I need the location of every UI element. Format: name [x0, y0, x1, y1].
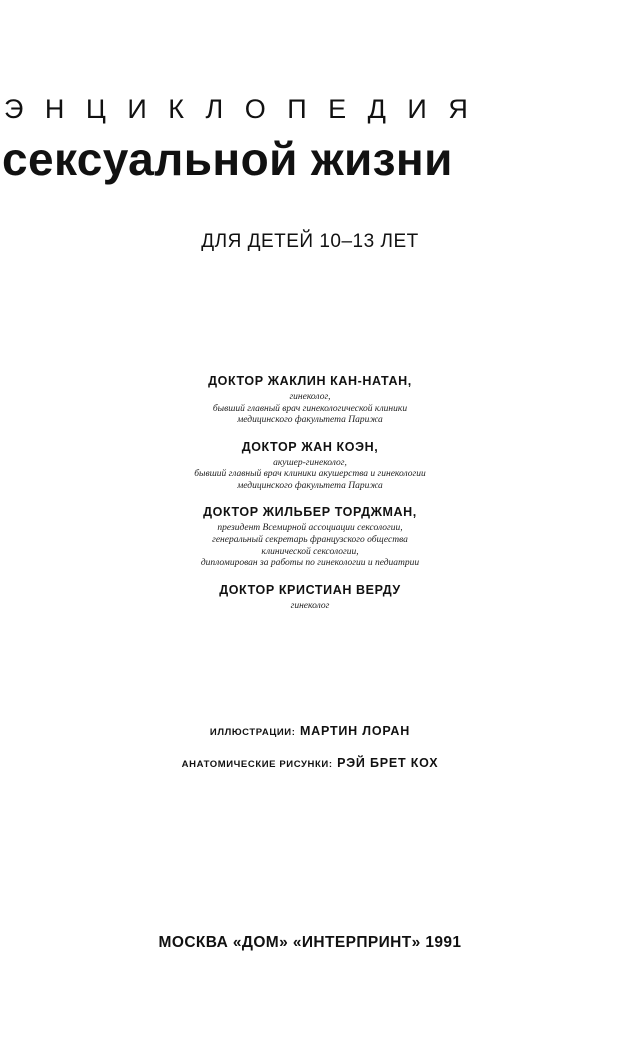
author-description — [0, 458, 620, 493]
author-kahn-nathan — [0, 374, 620, 427]
author-description-line: генеральный секретарь французского общества — [212, 535, 408, 546]
author-description-line: акушер-гинеколог, — [273, 457, 347, 468]
main-title: сексуальной жизни — [2, 133, 453, 185]
author-description — [0, 601, 620, 613]
anatomical-label: АНАТОМИЧЕСКИЕ РИСУНКИ: — [181, 759, 333, 770]
author-name: ДОКТОР ЖИЛЬБЕР ТОРДЖМАН, — [203, 505, 417, 520]
illustrations-label: ИЛЛЮСТРАЦИИ: — [209, 727, 296, 738]
series-title: ЭНЦИКЛОПЕДИЯ — [4, 94, 490, 124]
author-description-line: медицинского факультета Парижа — [237, 415, 383, 426]
author-description — [0, 392, 620, 427]
author-verdoux — [0, 583, 620, 613]
author-description-line: клинической сексологии, — [261, 546, 359, 557]
credits — [0, 722, 620, 786]
author-cohen — [0, 440, 620, 493]
author-description-line: бывший главный врач гинекологической клиники — [212, 403, 408, 414]
publisher-imprint: МОСКВА «ДОМ» «ИНТЕРПРИНТ» 1991 — [158, 934, 462, 951]
anatomical-credit — [0, 754, 620, 772]
author-description — [0, 523, 620, 569]
author-name: ДОКТОР КРИСТИАН ВЕРДУ — [219, 582, 401, 597]
author-name: ДОКТОР ЖАКЛИН КАН-НАТАН, — [208, 374, 412, 388]
author-description-line: гинеколог, — [289, 392, 331, 402]
subtitle: ДЛЯ ДЕТЕЙ 10–13 ЛЕТ — [201, 231, 419, 252]
author-description-line: дипломирован за работы по гинекологии и педиатрии — [200, 558, 420, 569]
illustrations-value: МАРТИН ЛОРАН — [299, 724, 411, 738]
author-description-line: гинеколог — [290, 600, 330, 611]
author-description-line: бывший главный врач клиники акушерства и гинекологии — [194, 469, 426, 480]
anatomical-value: РЭЙ БРЕТ КОХ — [337, 756, 439, 770]
authors-list — [0, 374, 620, 625]
author-description-line: президент Всемирной ассоциации сексологии, — [217, 523, 403, 534]
author-description-line: медицинского факультета Парижа — [237, 480, 383, 491]
author-name: ДОКТОР ЖАН КОЭН, — [241, 439, 379, 454]
illustrations-credit — [0, 722, 620, 740]
author-tordjman — [0, 505, 620, 569]
